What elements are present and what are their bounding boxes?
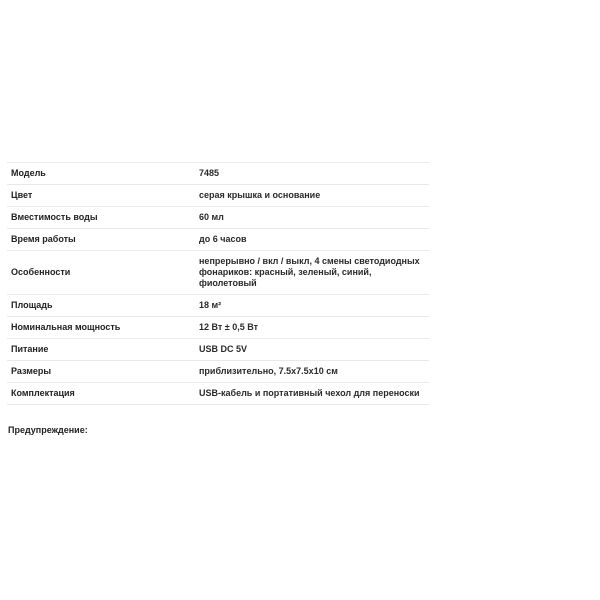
spec-value: USB-кабель и портативный чехол для переноски — [195, 383, 429, 405]
spec-label: Питание — [7, 339, 195, 361]
specifications-table — [7, 162, 429, 405]
spec-row-dimensions — [7, 361, 429, 383]
spec-value: 7485 — [195, 163, 429, 185]
spec-value: непрерывно / вкл / выкл, 4 смены светодиодных фонариков: красный, зеленый, синий, фиолетовый — [195, 251, 429, 295]
spec-value: серая крышка и основание — [195, 185, 429, 207]
spec-row-features — [7, 251, 429, 295]
spec-label: Вместимость воды — [7, 207, 195, 229]
spec-label: Особенности — [7, 251, 195, 295]
spec-row-water-capacity — [7, 207, 429, 229]
spec-label: Комплектация — [7, 383, 195, 405]
warning-heading: Предупреждение: — [8, 425, 88, 435]
spec-value: 12 Вт ± 0,5 Вт — [195, 317, 429, 339]
spec-value: до 6 часов — [195, 229, 429, 251]
spec-label: Размеры — [7, 361, 195, 383]
spec-value: приблизительно, 7.5x7.5x10 см — [195, 361, 429, 383]
spec-value: 18 м² — [195, 295, 429, 317]
spec-value: USB DC 5V — [195, 339, 429, 361]
spec-label: Номинальная мощность — [7, 317, 195, 339]
spec-row-color — [7, 185, 429, 207]
spec-label: Модель — [7, 163, 195, 185]
spec-row-rated-power — [7, 317, 429, 339]
spec-label: Цвет — [7, 185, 195, 207]
spec-row-area — [7, 295, 429, 317]
spec-row-package-contents — [7, 383, 429, 405]
spec-row-model — [7, 163, 429, 185]
spec-row-power-supply — [7, 339, 429, 361]
spec-value: 60 мл — [195, 207, 429, 229]
spec-label: Время работы — [7, 229, 195, 251]
spec-row-runtime — [7, 229, 429, 251]
spec-label: Площадь — [7, 295, 195, 317]
